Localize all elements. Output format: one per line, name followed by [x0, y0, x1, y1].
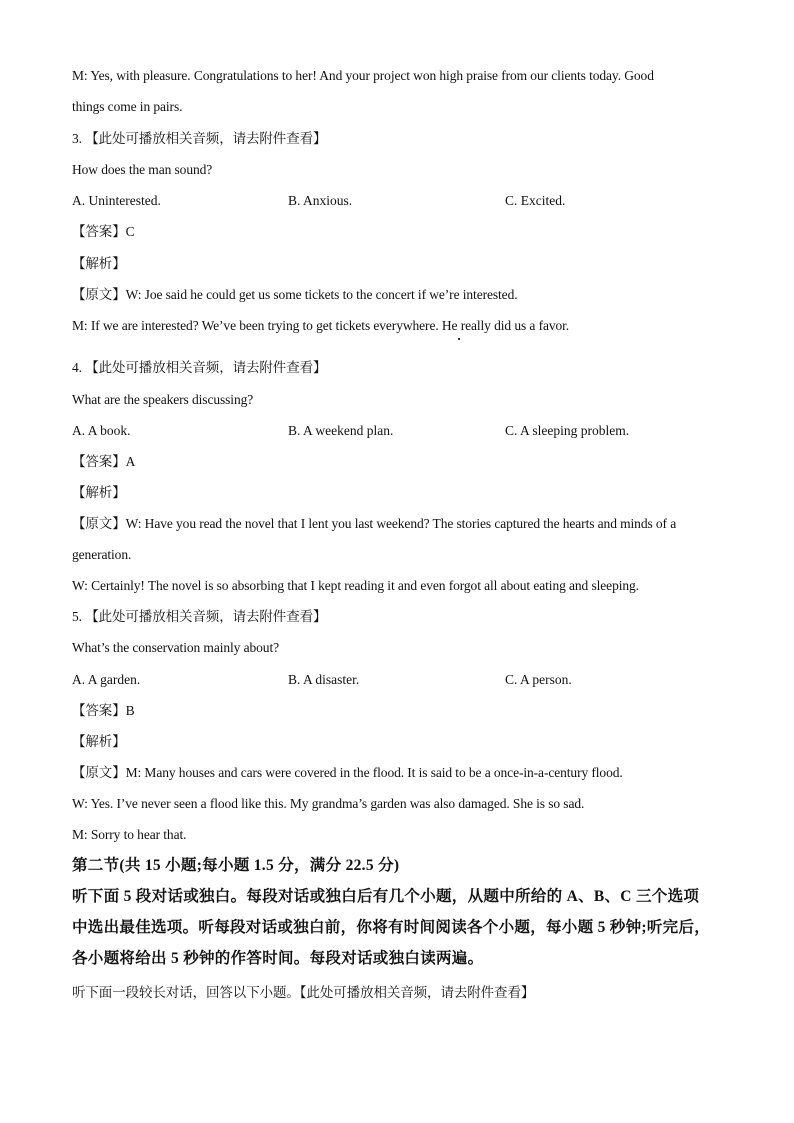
- q3-option-a: A. Uninterested.: [72, 193, 161, 208]
- section-2-instructions: 听下面 5 段对话或独白。每段对话或独白后有几个小题，从题中所给的 A、B、C 三个选项: [72, 888, 700, 905]
- q5-transcript-line: W: Yes. I’ve never seen a flood like this. My grandma’s garden was also damaged. She is so sad.: [72, 796, 585, 811]
- q3-answer: 【答案】C: [72, 224, 135, 239]
- dialogue-line: M: Yes, with pleasure. Congratulations to her! And your project won high praise from our clients today. Good: [72, 68, 654, 83]
- q4-answer: 【答案】A: [72, 454, 136, 469]
- question-5-header: 5. 【此处可播放相关音频，请去附件查看】: [72, 609, 327, 624]
- section-2-instructions: 中选出最佳选项。听每段对话或独白前，你将有时间阅读各个小题，每小题 5 秒钟;听完后，: [72, 919, 711, 936]
- stray-mark: [458, 338, 460, 340]
- q3-transcript: 【原文】W: Joe said he could get us some tickets to the concert if we’re interested.: [72, 287, 518, 302]
- q4-transcript: 【原文】W: Have you read the novel that I lent you last weekend? The stories captured the hearts and minds of a: [72, 516, 677, 531]
- q5-transcript-line: M: Sorry to hear that.: [72, 827, 187, 842]
- section-2-prompt: 听下面一段较长对话，回答以下小题。【此处可播放相关音频，请去附件查看】: [72, 985, 535, 1000]
- q5-option-a: A. A garden.: [72, 672, 141, 687]
- q4-option-b: B. A weekend plan.: [288, 423, 394, 438]
- q4-transcript-line: generation.: [72, 547, 132, 562]
- q5-analysis-label: 【解析】: [72, 734, 126, 749]
- q3-option-b: B. Anxious.: [288, 193, 353, 208]
- q3-analysis-label: 【解析】: [72, 256, 126, 271]
- question-5-text: What’s the conservation mainly about?: [72, 640, 279, 655]
- q5-transcript: 【原文】M: Many houses and cars were covered in the flood. It is said to be a once-in-a-century flood.: [72, 765, 623, 780]
- question-3-header: 3. 【此处可播放相关音频，请去附件查看】: [72, 131, 327, 146]
- question-4-header: 4. 【此处可播放相关音频，请去附件查看】: [72, 360, 327, 375]
- question-4-text: What are the speakers discussing?: [72, 392, 254, 407]
- q3-option-c: C. Excited.: [505, 193, 566, 208]
- q3-transcript-line: M: If we are interested? We’ve been trying to get tickets everywhere. He really did us a favor.: [72, 318, 570, 333]
- q4-transcript-line: W: Certainly! The novel is so absorbing that I kept reading it and even forgot all about eating and sleeping.: [72, 578, 639, 593]
- q5-option-c: C. A person.: [505, 672, 572, 687]
- section-2-instructions: 各小题将给出 5 秒钟的作答时间。每段对话或独白读两遍。: [72, 950, 484, 967]
- q5-answer: 【答案】B: [72, 703, 135, 718]
- section-2-heading: 第二节(共 15 小题;每小题 1.5 分，满分 22.5 分): [72, 857, 400, 874]
- q4-option-c: C. A sleeping problem.: [505, 423, 630, 438]
- q4-option-a: A. A book.: [72, 423, 131, 438]
- question-3-text: How does the man sound?: [72, 162, 213, 177]
- q4-analysis-label: 【解析】: [72, 485, 126, 500]
- dialogue-line: things come in pairs.: [72, 99, 183, 114]
- q5-option-b: B. A disaster.: [288, 672, 360, 687]
